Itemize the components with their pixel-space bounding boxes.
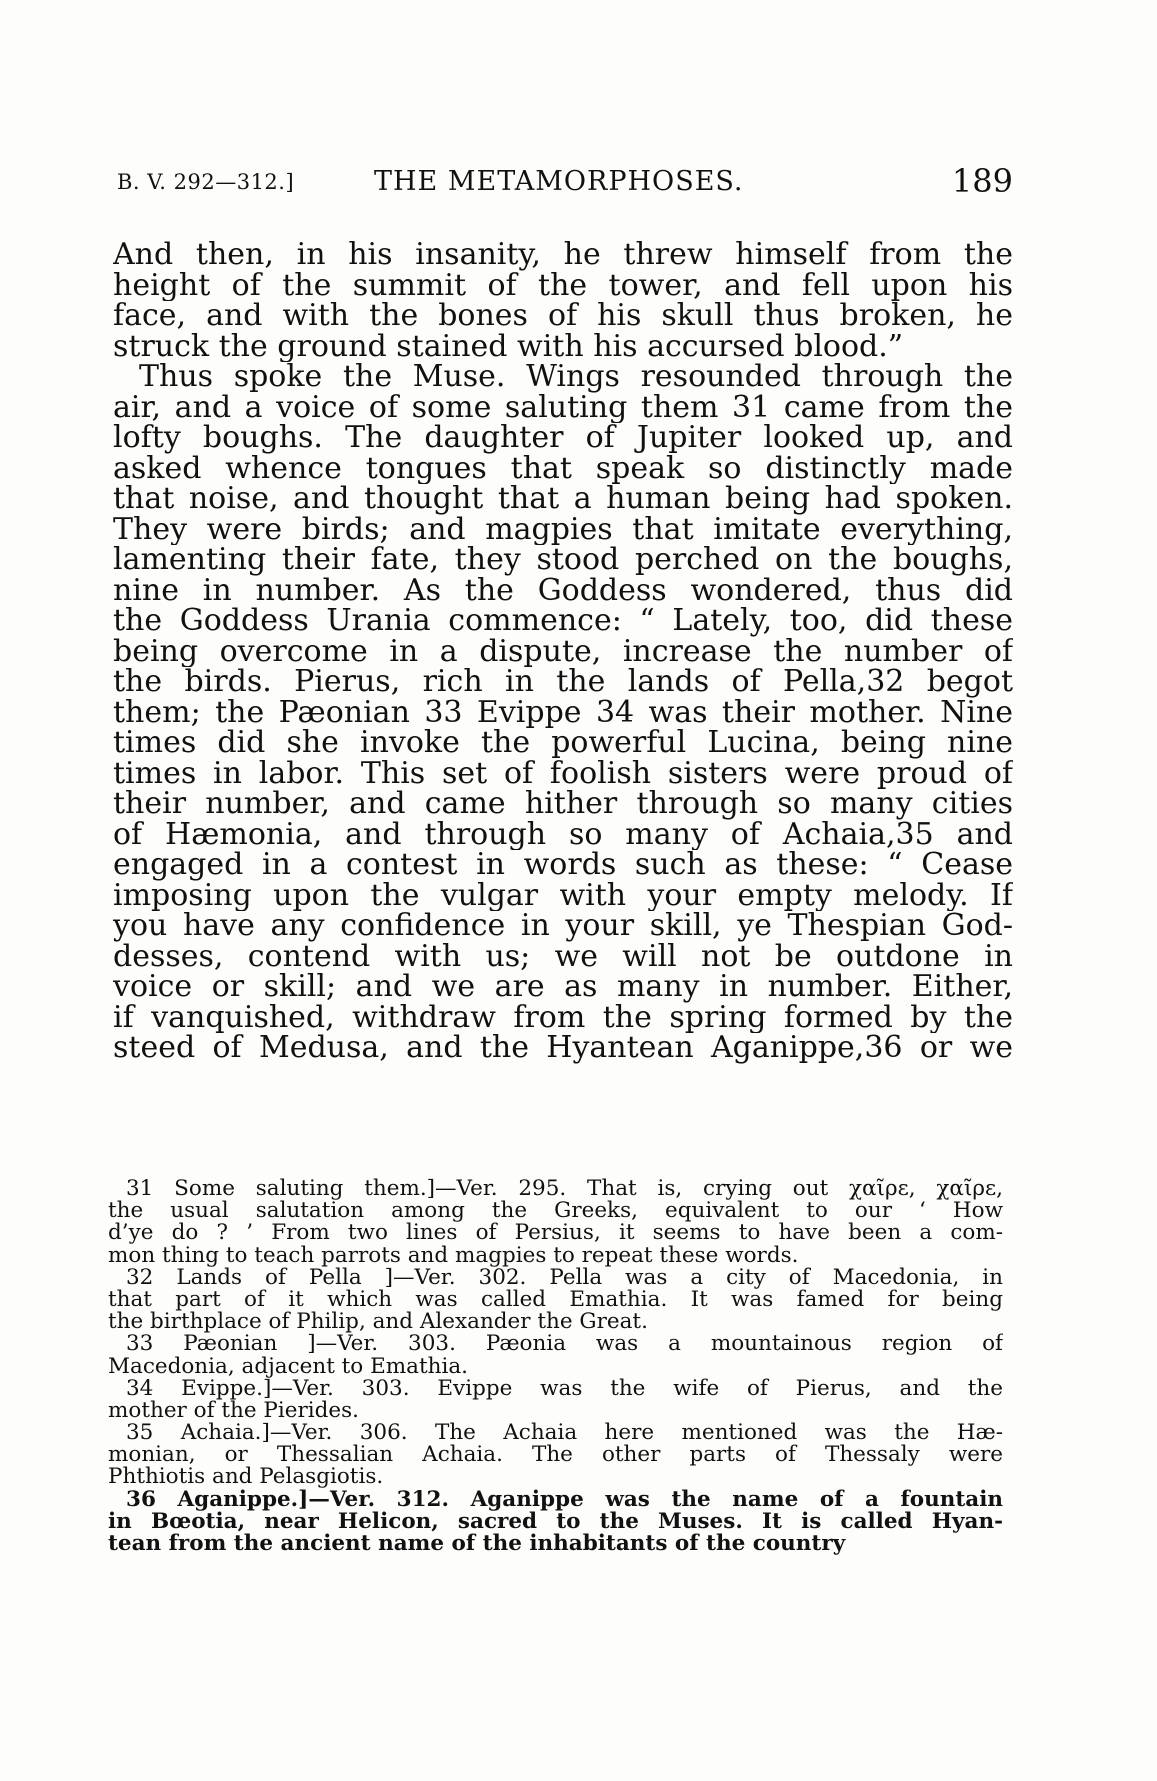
main-text [113,240,1013,1064]
text-line: the birds. Pierus, rich in the lands of Pella,32 begot [113,667,1013,698]
footnote-line: that part of it which was called Emathia. It was famed for being [108,1288,1003,1312]
footnote-line: d’ye do ? ’ From two lines of Persius, it seems to have been a com- [108,1222,1003,1245]
footnote-line: Macedonia, adjacent to Emathia. [108,1355,468,1378]
text-line: Thus spoke the Muse. Wings resounded through the [139,362,1013,393]
footnote-line: the usual salutation among the Greeks, equivalent to our ‘ How [108,1200,1003,1223]
text-line: engaged in a contest in words such as these: “ Cease [113,850,1013,881]
footnote-line: 36 Aganippe.]—Ver. 312. Aganippe was the name of a fountain [126,1488,1003,1511]
text-line: imposing upon the vulgar with your empty melody. If [113,880,1013,911]
footnotes [108,1178,1003,1555]
running-title: THE METAMORPHOSES. [374,166,744,197]
text-line: struck the ground stained with his accursed blood.” [113,331,904,362]
text-line: nine in number. As the Goddess wondered, thus did [113,575,1013,606]
footnote-line: 33 Pæonian ]—Ver. 303. Pæonia was a mountainous region of [126,1333,1003,1356]
text-line: face, and with the bones of his skull thus broken, he [113,301,1013,332]
footnote-line: the birthplace of Philip, and Alexander the Great. [108,1311,648,1334]
text-line: height of the summit of the tower, and fell upon his [113,270,1013,301]
text-line: times did she invoke the powerful Lucina, being nine [113,728,1013,759]
text-line: air, and a voice of some saluting them 31 came from the [113,392,1013,423]
text-line: if vanquished, withdraw from the spring formed by the [113,1002,1013,1033]
text-line: asked whence tongues that speak so distinctly made [113,453,1013,484]
footnote-line: mother of the Pierides. [108,1399,360,1423]
text-line: times in labor. This set of foolish sisters were proud of [113,758,1013,789]
text-line: And then, in his insanity, he threw himself from the [113,240,1013,271]
text-line: They were birds; and magpies that imitate everything, [113,514,1013,545]
text-line: being overcome in a dispute, increase the number of [113,636,1013,667]
footnote-line: in Bœotia, near Helicon, sacred to the Muses. It is called Hyan- [108,1510,1003,1533]
text-line: steed of Medusa, and the Hyantean Aganippe,36 or we [113,1033,1013,1064]
text-line: lamenting their fate, they stood perched on the boughs, [113,545,1013,576]
running-header [117,160,1017,210]
footnote-line: tean from the ancient name of the inhabitants of the country [108,1533,846,1556]
text-line: them; the Pæonian 33 Evippe 34 was their mother. Nine [113,697,1013,728]
text-line: that noise, and thought that a human being had spoken. [113,484,1013,515]
footnote-line: 31 Some saluting them.]—Ver. 295. That is, crying out χαῖρε, χαῖρε, [126,1178,1003,1201]
text-line: desses, contend with us; we will not be outdone in [113,941,1013,972]
text-line: voice or skill; and we are as many in number. Either, [113,972,1013,1003]
text-line: their number, and came hither through so many cities [113,789,1013,820]
footnote-line: 35 Achaia.]—Ver. 306. The Achaia here mentioned was the Hæ- [126,1422,1003,1445]
text-line: of Hæmonia, and through so many of Achaia,35 and [113,819,1013,850]
text-line: the Goddess Urania commence: “ Lately, too, did these [113,606,1013,637]
text-line: lofty boughs. The daughter of Jupiter looked up, and [113,423,1013,454]
page-number: 189 [951,162,1013,200]
footnote-line: mon thing to teach parrots and magpies to repeat these words. [108,1244,799,1267]
footnote-line: monian, or Thessalian Achaia. The other parts of Thessaly were [108,1444,1003,1467]
text-line: you have any confidence in your skill, ye Thespian God- [113,911,1013,942]
footnote-line: 34 Evippe.]—Ver. 303. Evippe was the wife of Pierus, and the [126,1377,1003,1400]
footnote-line: 32 Lands of Pella ]—Ver. 302. Pella was a city of Macedonia, in [126,1266,1003,1289]
footnote-line: Phthiotis and Pelasgiotis. [108,1466,384,1489]
section-reference: B. V. 292—312.] [117,170,295,194]
